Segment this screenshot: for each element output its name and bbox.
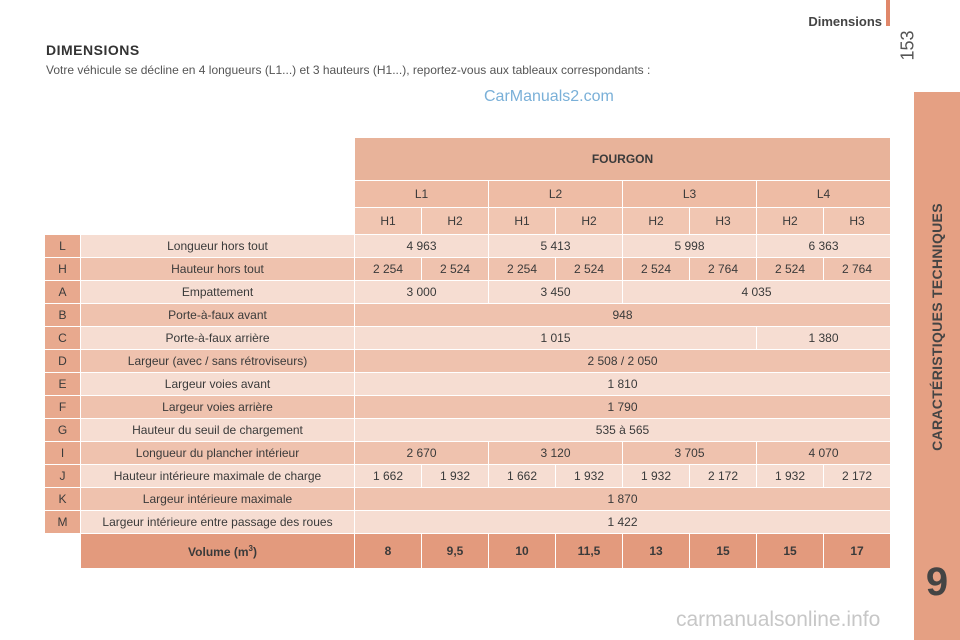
table-cell: 1 790 bbox=[355, 396, 891, 419]
row-label: Longueur hors tout bbox=[81, 235, 355, 258]
table-cell: 5 998 bbox=[623, 235, 757, 258]
row-label: Largeur voies avant bbox=[81, 373, 355, 396]
height-header: H2 bbox=[757, 208, 824, 235]
row-label: Empattement bbox=[81, 281, 355, 304]
row-label: Longueur du plancher intérieur bbox=[81, 442, 355, 465]
row-letter: L bbox=[45, 235, 81, 258]
volume-cell: 10 bbox=[489, 534, 556, 569]
table-row bbox=[45, 419, 891, 442]
table-cell: 4 035 bbox=[623, 281, 891, 304]
table-cell: 948 bbox=[355, 304, 891, 327]
volume-cell: 11,5 bbox=[556, 534, 623, 569]
table-cell: 2 764 bbox=[824, 258, 891, 281]
table-row bbox=[45, 396, 891, 419]
height-header: H3 bbox=[690, 208, 757, 235]
table-corner bbox=[45, 138, 355, 181]
table-row bbox=[45, 235, 891, 258]
table-cell: 1 662 bbox=[489, 465, 556, 488]
row-letter: H bbox=[45, 258, 81, 281]
length-header: L2 bbox=[489, 181, 623, 208]
table-cell: 1 662 bbox=[355, 465, 422, 488]
volume-cell: 15 bbox=[757, 534, 824, 569]
table-row bbox=[45, 350, 891, 373]
table-row bbox=[45, 258, 891, 281]
table-cell: 1 932 bbox=[623, 465, 690, 488]
row-label: Largeur voies arrière bbox=[81, 396, 355, 419]
group-header: FOURGON bbox=[355, 138, 891, 181]
chapter-title bbox=[914, 92, 960, 562]
table-cell: 2 764 bbox=[690, 258, 757, 281]
row-letter: B bbox=[45, 304, 81, 327]
height-header: H3 bbox=[824, 208, 891, 235]
table-cell: 1 422 bbox=[355, 511, 891, 534]
table-row bbox=[45, 488, 891, 511]
volume-label-text: Volume (m bbox=[188, 544, 249, 559]
header-accent-bar bbox=[886, 0, 890, 26]
table-cell: 2 254 bbox=[489, 258, 556, 281]
volume-cell: 8 bbox=[355, 534, 422, 569]
row-letter: C bbox=[45, 327, 81, 350]
table-cell: 2 524 bbox=[757, 258, 824, 281]
row-label: Porte-à-faux arrière bbox=[81, 327, 355, 350]
length-header: L1 bbox=[355, 181, 489, 208]
row-letter: D bbox=[45, 350, 81, 373]
intro-text: Votre véhicule se décline en 4 longueurs (L1...) et 3 hauteurs (H1...), reportez-vous aux tableaux correspondants : bbox=[46, 63, 651, 77]
volume-cell: 15 bbox=[690, 534, 757, 569]
volume-unit-sup: 3 bbox=[248, 543, 253, 553]
table-cell: 1 932 bbox=[422, 465, 489, 488]
table-corner bbox=[45, 534, 81, 569]
table-cell: 6 363 bbox=[757, 235, 891, 258]
table-row bbox=[45, 465, 891, 488]
row-label: Hauteur du seuil de chargement bbox=[81, 419, 355, 442]
row-letter: G bbox=[45, 419, 81, 442]
row-label: Largeur (avec / sans rétroviseurs) bbox=[81, 350, 355, 373]
table-row bbox=[45, 373, 891, 396]
table-row bbox=[45, 511, 891, 534]
table-cell: 1 932 bbox=[757, 465, 824, 488]
volume-label-end: ) bbox=[252, 544, 257, 559]
height-header: H1 bbox=[489, 208, 556, 235]
table-cell: 4 070 bbox=[757, 442, 891, 465]
page-number: 153 bbox=[897, 30, 918, 61]
table-cell: 2 172 bbox=[690, 465, 757, 488]
total-row bbox=[45, 534, 891, 569]
volume-cell: 13 bbox=[623, 534, 690, 569]
row-letter: K bbox=[45, 488, 81, 511]
volume-label bbox=[81, 534, 355, 569]
table-cell: 3 705 bbox=[623, 442, 757, 465]
table-cell: 2 254 bbox=[355, 258, 422, 281]
length-header: L4 bbox=[757, 181, 891, 208]
table-cell: 1 870 bbox=[355, 488, 891, 511]
table-row bbox=[45, 327, 891, 350]
watermark-bottom: carmanualsonline.info bbox=[676, 608, 881, 631]
row-letter: F bbox=[45, 396, 81, 419]
row-label: Hauteur hors tout bbox=[81, 258, 355, 281]
page-title: DIMENSIONS bbox=[46, 42, 140, 58]
height-header: H2 bbox=[623, 208, 690, 235]
table-row bbox=[45, 304, 891, 327]
table-cell: 3 450 bbox=[489, 281, 623, 304]
table-cell: 5 413 bbox=[489, 235, 623, 258]
table-row bbox=[45, 442, 891, 465]
running-header: Dimensions bbox=[808, 14, 882, 29]
volume-cell: 17 bbox=[824, 534, 891, 569]
table-cell: 2 524 bbox=[422, 258, 489, 281]
table-corner bbox=[45, 208, 355, 235]
chapter-title-text: CARACTÉRISTIQUES TECHNIQUES bbox=[929, 203, 945, 451]
row-letter: A bbox=[45, 281, 81, 304]
chapter-number: 9 bbox=[925, 560, 949, 604]
table-cell: 4 963 bbox=[355, 235, 489, 258]
volume-cell: 9,5 bbox=[422, 534, 489, 569]
row-label: Hauteur intérieure maximale de charge bbox=[81, 465, 355, 488]
table-cell: 2 524 bbox=[556, 258, 623, 281]
row-letter: E bbox=[45, 373, 81, 396]
height-header: H1 bbox=[355, 208, 422, 235]
table-cell: 1 380 bbox=[757, 327, 891, 350]
table-cell: 2 524 bbox=[623, 258, 690, 281]
height-header: H2 bbox=[556, 208, 623, 235]
table-cell: 3 120 bbox=[489, 442, 623, 465]
table-cell: 2 508 / 2 050 bbox=[355, 350, 891, 373]
watermark-top: CarManuals2.com bbox=[484, 88, 614, 105]
table-corner bbox=[45, 181, 355, 208]
row-label: Porte-à-faux avant bbox=[81, 304, 355, 327]
table-cell: 3 000 bbox=[355, 281, 489, 304]
length-header: L3 bbox=[623, 181, 757, 208]
row-label: Largeur intérieure entre passage des roues bbox=[81, 511, 355, 534]
dimensions-table bbox=[44, 137, 891, 569]
table-cell: 1 810 bbox=[355, 373, 891, 396]
table-cell: 2 172 bbox=[824, 465, 891, 488]
table-row bbox=[45, 281, 891, 304]
table-cell: 2 670 bbox=[355, 442, 489, 465]
row-letter: I bbox=[45, 442, 81, 465]
row-label: Largeur intérieure maximale bbox=[81, 488, 355, 511]
table-cell: 1 932 bbox=[556, 465, 623, 488]
row-letter: J bbox=[45, 465, 81, 488]
table-cell: 535 à 565 bbox=[355, 419, 891, 442]
row-letter: M bbox=[45, 511, 81, 534]
table-cell: 1 015 bbox=[355, 327, 757, 350]
height-header: H2 bbox=[422, 208, 489, 235]
